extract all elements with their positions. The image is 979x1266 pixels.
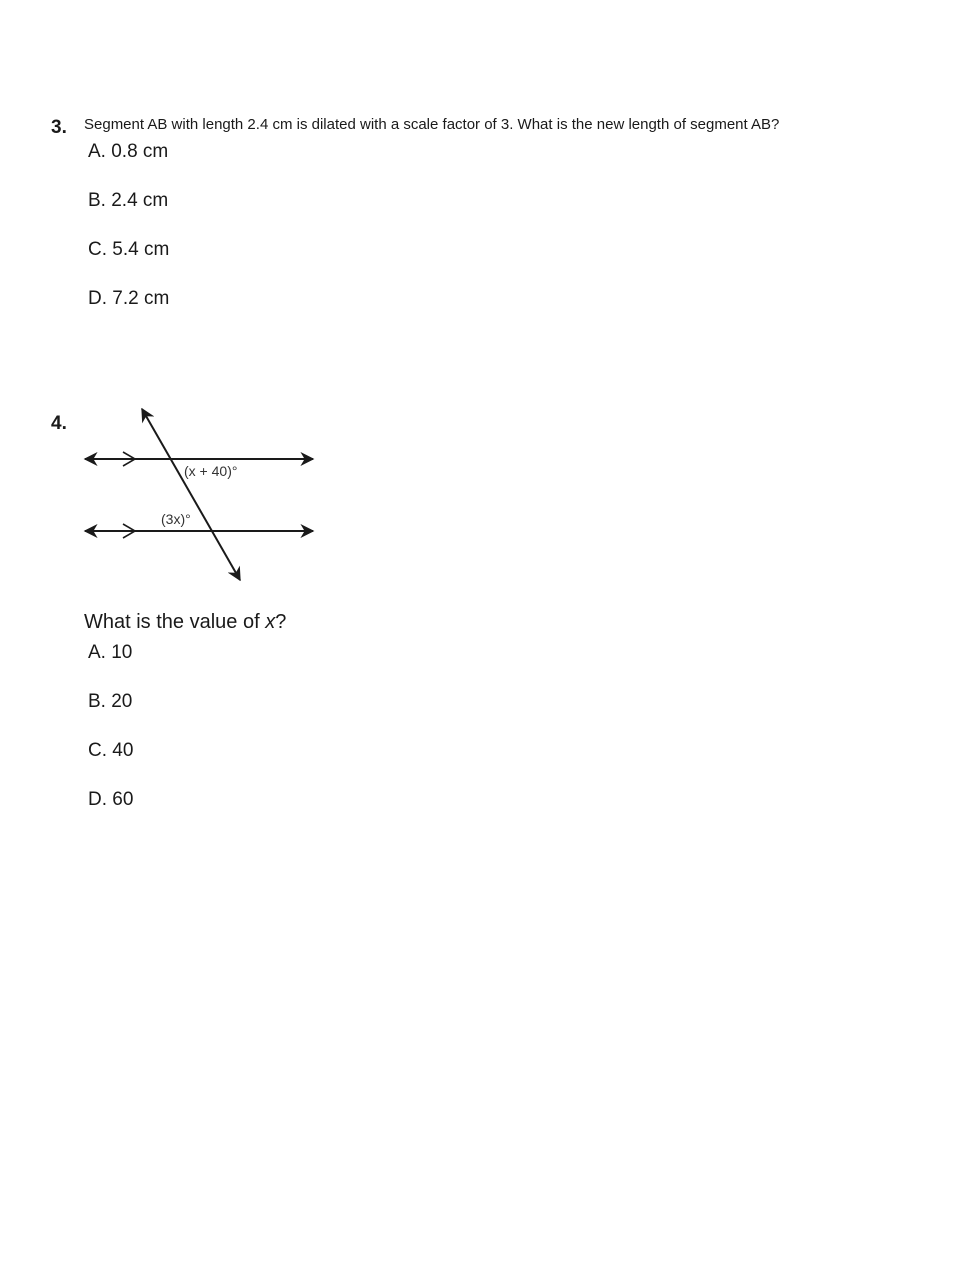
- question-3-stem: Segment AB with length 2.4 cm is dilated with a scale factor of 3. What is the new length of segment AB?: [84, 116, 780, 133]
- question-4-stem-variable: x: [265, 611, 276, 633]
- question-4-stem-suffix: ?: [275, 611, 287, 633]
- q3-choice-a: A. 0.8 cm: [88, 141, 169, 162]
- q3-choice-b: B. 2.4 cm: [88, 190, 169, 211]
- q3-choice-d: D. 7.2 cm: [88, 288, 170, 309]
- q3-choice-c: C. 5.4 cm: [88, 239, 170, 260]
- q4-choice-a: A. 10: [88, 642, 133, 663]
- q4-choice-d: D. 60: [88, 789, 134, 810]
- q4-choice-b: B. 20: [88, 691, 133, 712]
- transversal-line: [142, 409, 240, 580]
- upper-angle-label: (x + 40)°: [184, 463, 238, 479]
- question-4-stem: [84, 611, 286, 634]
- lower-angle-label: (3x)°: [161, 511, 191, 527]
- parallel-lines-transversal-diagram: [78, 400, 323, 590]
- q4-choice-c: C. 40: [88, 740, 134, 761]
- question-4-stem-prefix: What is the value of: [84, 611, 266, 633]
- question-number-4: 4.: [51, 413, 67, 434]
- question-number-3: 3.: [51, 117, 67, 138]
